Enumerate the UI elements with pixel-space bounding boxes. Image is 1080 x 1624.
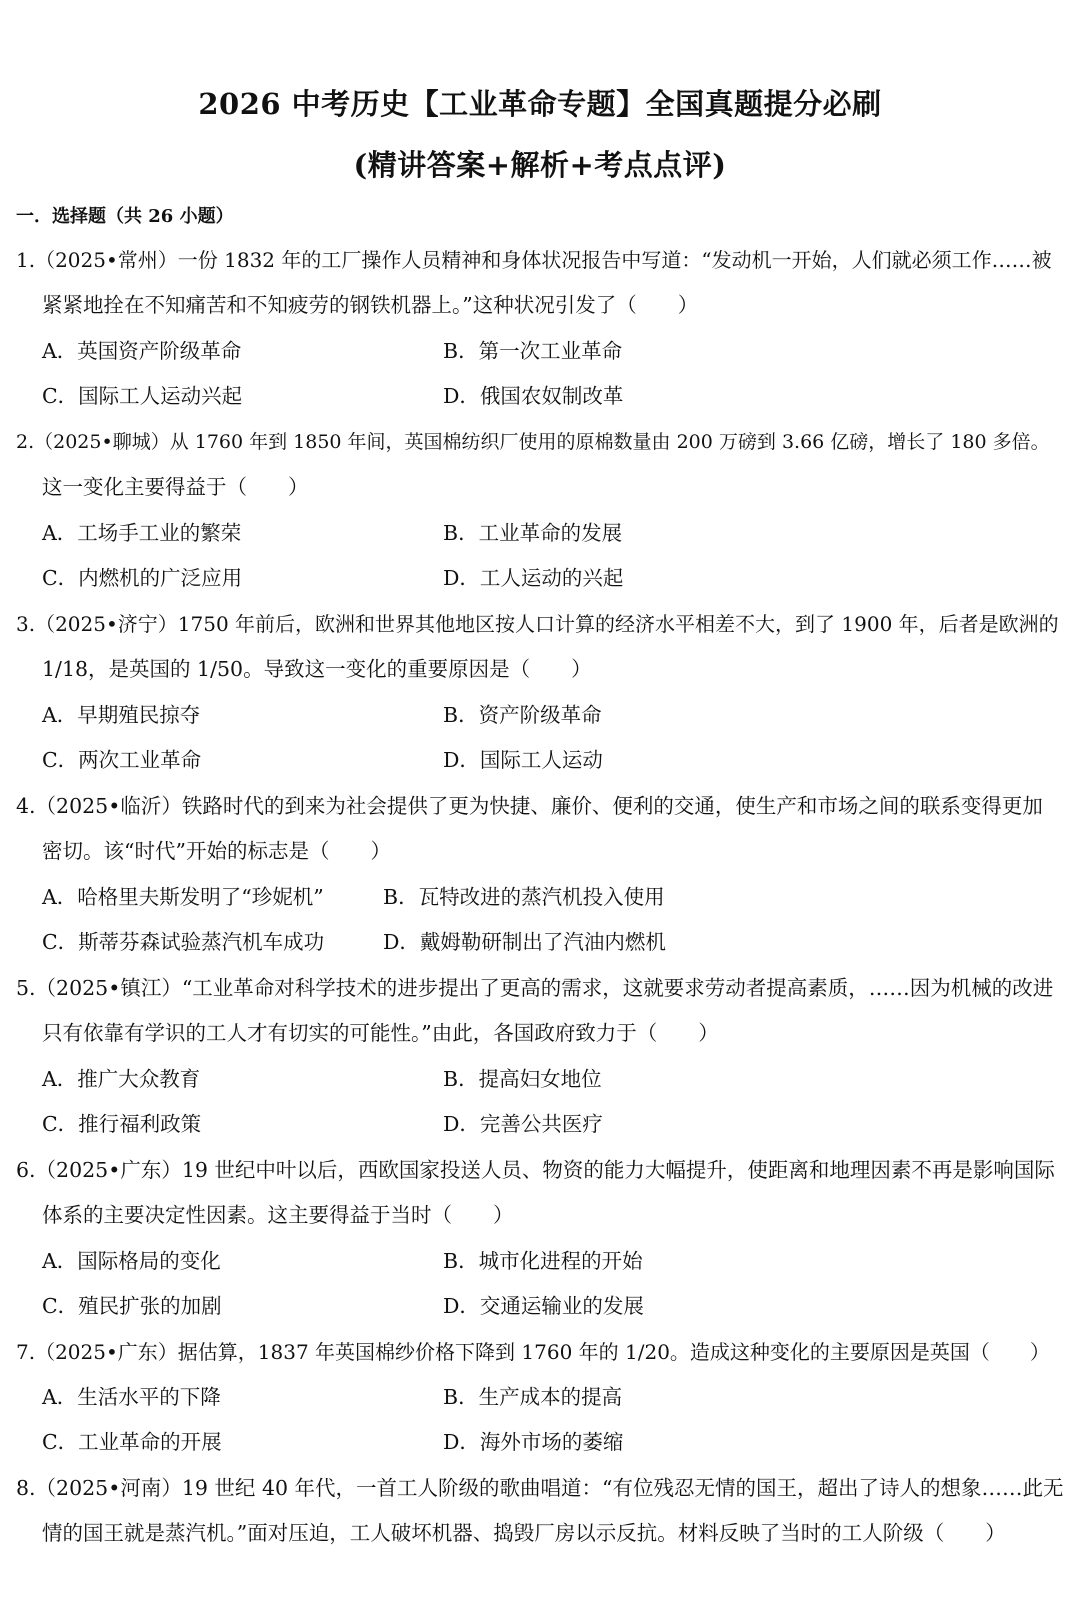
question-2-option-d: D．工人运动的兴起 (443, 566, 624, 590)
question-7-option-d: D．海外市场的萎缩 (443, 1430, 624, 1454)
document-subtitle: (精讲答案+解析+考点点评) (353, 148, 727, 182)
question-6-option-d: D．交通运输业的发展 (443, 1294, 644, 1318)
question-6-stem-line-1: 6.（2025•广东）19 世纪中叶以后，西欧国家投送人员、物资的能力大幅提升，使距离和地理因素不再是影响国际 (16, 1158, 1055, 1182)
question-8-stem-line-2: 情的国王就是蒸汽机。”面对压迫，工人破坏机器、捣毁厂房以示反抗。材料反映了当时的工人阶级（ ） (42, 1521, 1006, 1545)
question-2-stem-line-1: 2.（2025•聊城）从 1760 年到 1850 年间，英国棉纺织厂使用的原棉数量由 200 万磅到 3.66 亿磅，增长了 180 多倍。 (16, 431, 1050, 453)
question-7-option-c: C．工业革命的开展 (42, 1430, 222, 1454)
section-heading: 一．选择题（共 26 小题） (16, 206, 234, 227)
question-2-option-c: C．内燃机的广泛应用 (42, 566, 243, 590)
question-1-option-a: A．英国资产阶级革命 (42, 339, 242, 363)
question-1-option-d: D．俄国农奴制改革 (443, 384, 624, 408)
question-5-option-d: D．完善公共医疗 (443, 1112, 603, 1136)
question-4-option-a: A．哈格里夫斯发明了“珍妮机” (42, 885, 324, 909)
question-6-stem-line-2: 体系的主要决定性因素。这主要得益于当时（ ） (42, 1203, 514, 1227)
question-5-option-a: A．推广大众教育 (42, 1067, 201, 1091)
question-1-option-c: C．国际工人运动兴起 (42, 384, 243, 408)
question-1-stem-line-2: 紧紧地拴在不知痛苦和不知疲劳的钢铁机器上。”这种状况引发了（ ） (42, 293, 699, 317)
question-3-stem-line-1: 3.（2025•济宁）1750 年前后，欧洲和世界其他地区按人口计算的经济水平相差不大，到了 1900 年，后者是欧洲的 (16, 612, 1059, 636)
question-4-option-c: C．斯蒂芬森试验蒸汽机车成功 (42, 930, 325, 954)
question-5-stem-line-1: 5.（2025•镇江）“工业革命对科学技术的进步提出了更高的需求，这就要求劳动者提高素质，……因为机械的改进 (16, 976, 1054, 1000)
question-5-option-c: C．推行福利政策 (42, 1112, 202, 1136)
question-7-option-b: B．生产成本的提高 (443, 1385, 623, 1409)
question-3-option-b: B．资产阶级革命 (443, 703, 602, 727)
question-3-stem-line-2: 1/18，是英国的 1/50。导致这一变化的重要原因是（ ） (42, 657, 592, 681)
question-6-option-a: A．国际格局的变化 (42, 1249, 221, 1273)
question-4-stem-line-2: 密切。该“时代”开始的标志是（ ） (42, 839, 391, 863)
question-8-stem-line-1: 8.（2025•河南）19 世纪 40 年代，一首工人阶级的歌曲唱道：“有位残忍无情的国王，超出了诗人的想象……此无 (16, 1476, 1064, 1500)
question-5-option-b: B．提高妇女地位 (443, 1067, 602, 1091)
document-title: 2026 中考历史【工业革命专题】全国真题提分必刷 (198, 87, 882, 121)
question-5-stem-line-2: 只有依靠有学识的工人才有切实的可能性。”由此，各国政府致力于（ ） (42, 1021, 719, 1045)
question-2-stem-line-2: 这一变化主要得益于（ ） (42, 475, 309, 499)
question-1-option-b: B．第一次工业革命 (443, 339, 623, 363)
question-4-option-d: D．戴姆勒研制出了汽油内燃机 (383, 930, 666, 954)
question-1-stem-line-1: 1.（2025•常州）一份 1832 年的工厂操作人员精神和身体状况报告中写道：“发动机一开始，人们就必须工作……被 (16, 248, 1052, 272)
question-4-stem-line-1: 4.（2025•临沂）铁路时代的到来为社会提供了更为快捷、廉价、便利的交通，使生产和市场之间的联系变得更加 (16, 794, 1043, 818)
question-6-option-b: B．城市化进程的开始 (443, 1249, 643, 1273)
question-2-option-b: B．工业革命的发展 (443, 521, 623, 545)
question-7-option-a: A．生活水平的下降 (42, 1385, 221, 1409)
question-6-option-c: C．殖民扩张的加剧 (42, 1294, 222, 1318)
question-3-option-d: D．国际工人运动 (443, 748, 603, 772)
question-3-option-a: A．早期殖民掠夺 (42, 703, 201, 727)
question-7-stem-line-1: 7.（2025•广东）据估算，1837 年英国棉纱价格下降到 1760 年的 1/20。造成这种变化的主要原因是英国（ ） (16, 1340, 1050, 1364)
question-3-option-c: C．两次工业革命 (42, 748, 202, 772)
question-4-option-b: B．瓦特改进的蒸汽机投入使用 (383, 885, 665, 909)
question-2-option-a: A．工场手工业的繁荣 (42, 521, 242, 545)
